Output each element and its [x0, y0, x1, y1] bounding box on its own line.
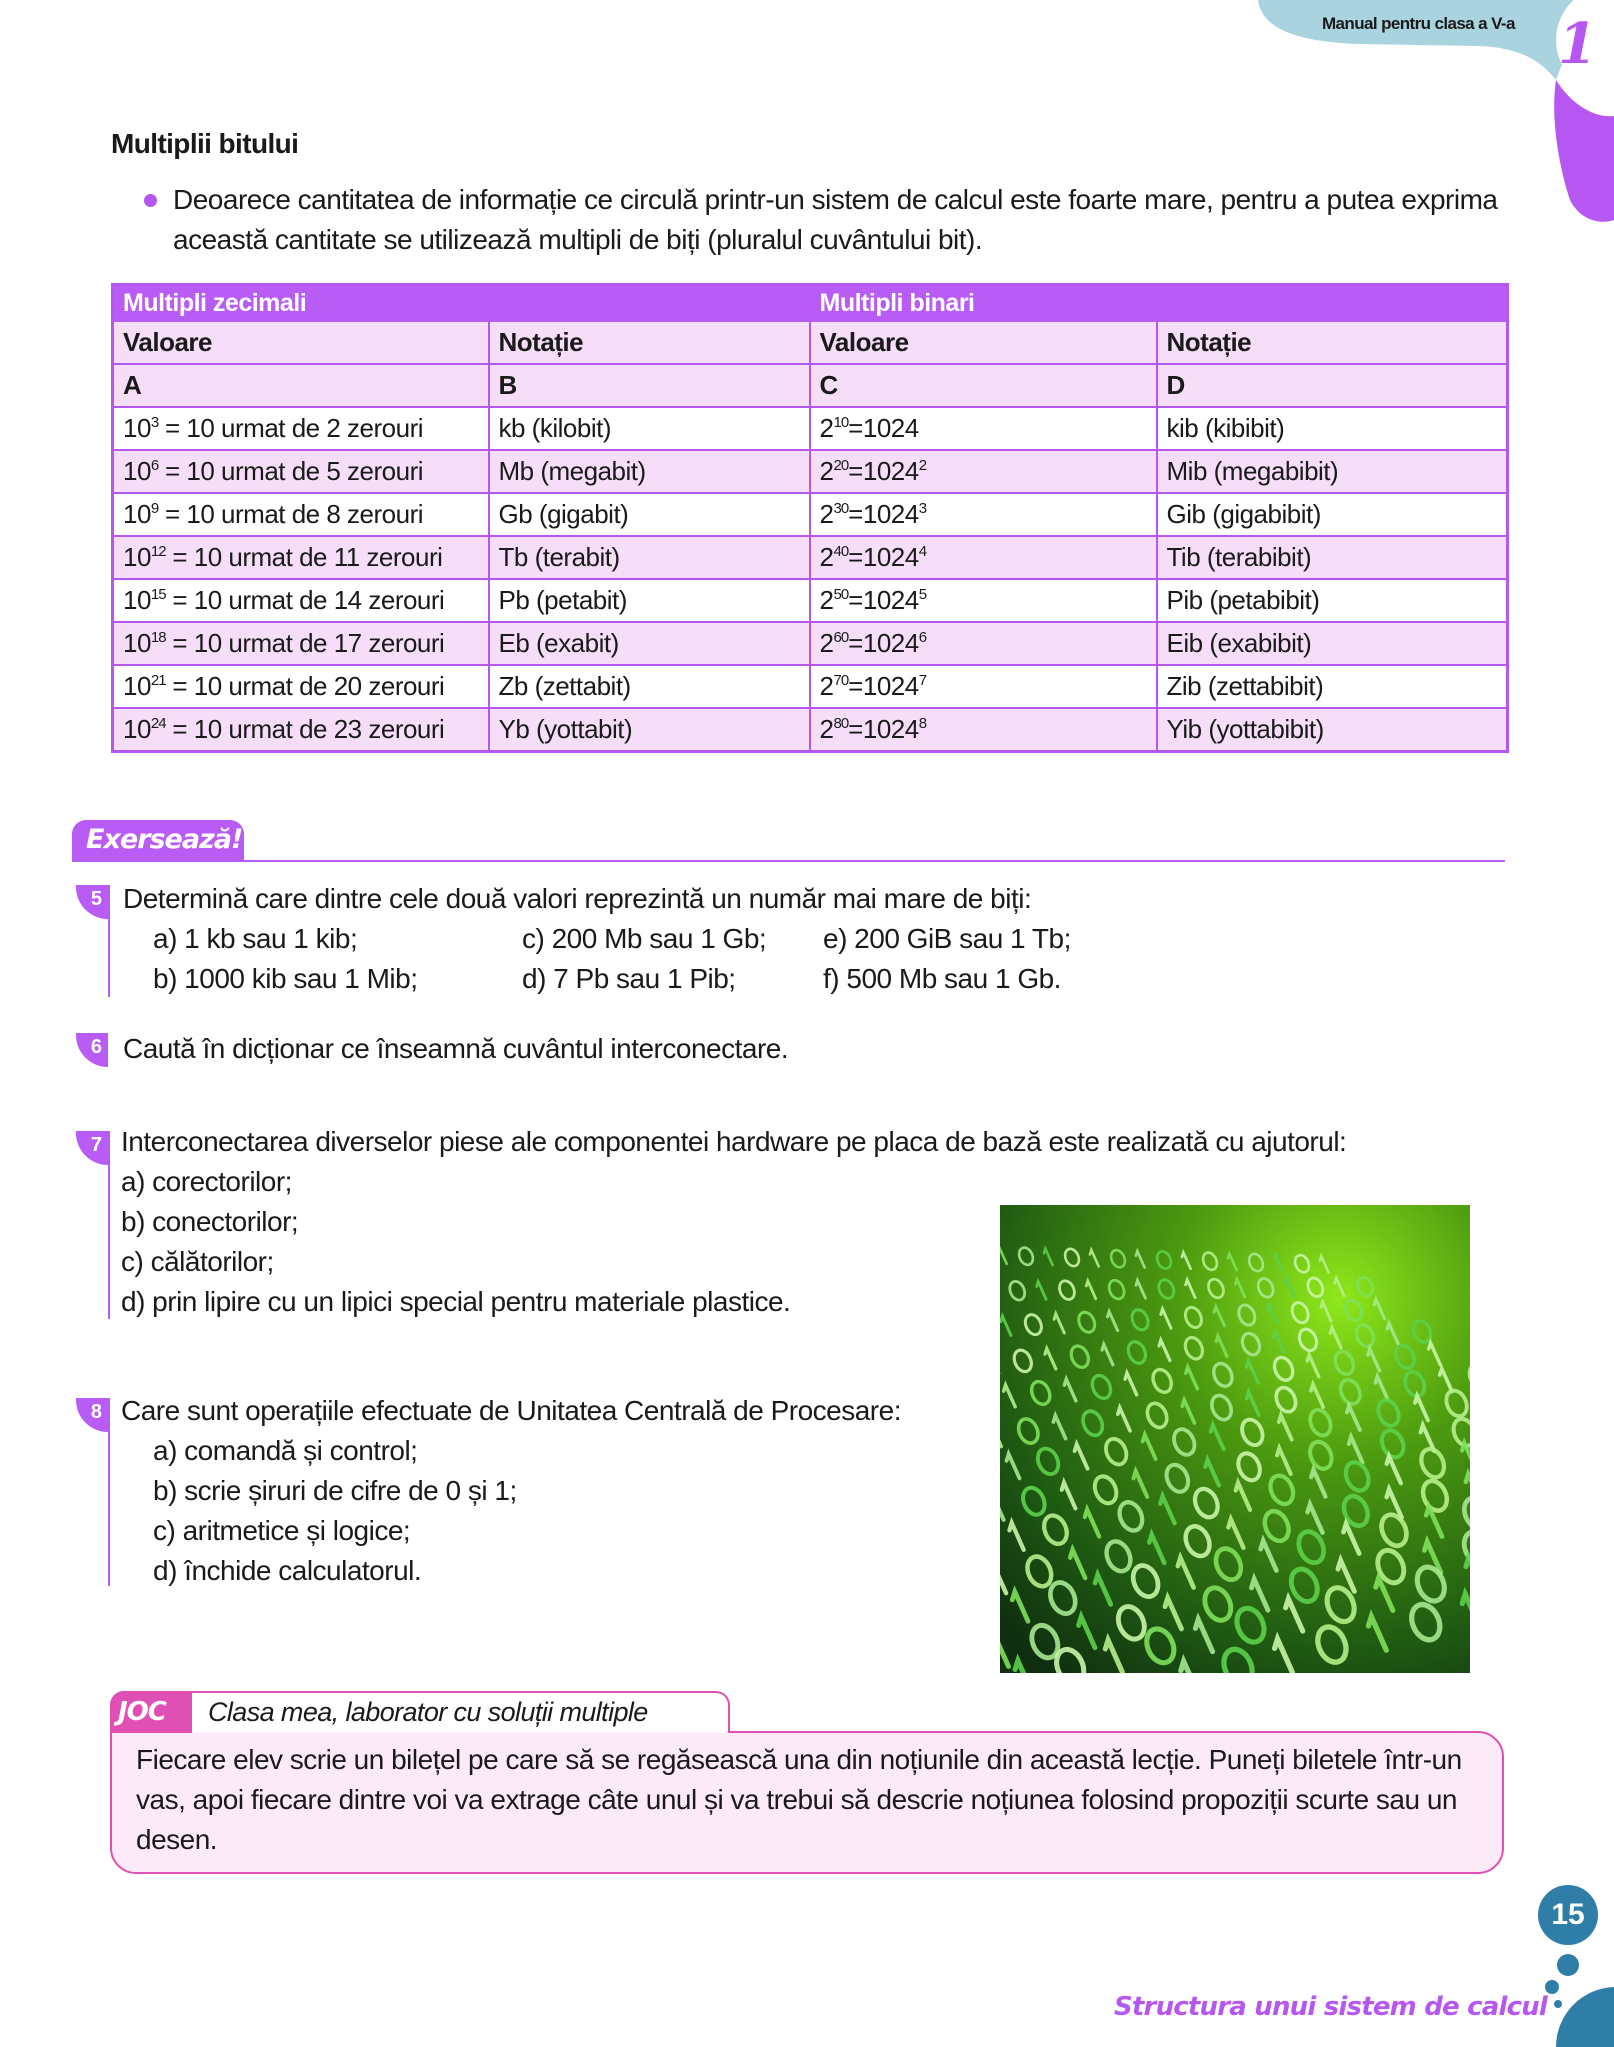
exercise-option: c) călătorilor;	[121, 1246, 274, 1277]
binary-notation: kib (kibibit)	[1157, 407, 1508, 450]
game-title: Clasa mea, laborator cu soluții multiple	[208, 1697, 648, 1727]
decimal-notation: Mb (megabit)	[489, 450, 810, 493]
exercise-option: c) aritmetice și logice;	[153, 1515, 411, 1546]
decimal-description: = 10 urmat de 23 zerouri	[165, 714, 445, 744]
table-row	[113, 407, 1508, 450]
column-header: Valoare	[113, 321, 489, 364]
exercise-number-badge: 6	[76, 1033, 108, 1067]
binary-notation: Yib (yottabibit)	[1157, 708, 1508, 752]
exercise-number-badge: 7	[76, 1131, 108, 1165]
binary-power: 8	[918, 715, 927, 732]
exercise-rule	[108, 1398, 110, 1586]
exercise-option: d) închide calculatorul.	[153, 1555, 422, 1586]
exercise-number-badge: 5	[76, 885, 108, 919]
column-letter: D	[1157, 364, 1508, 407]
binary-equals: =1024	[848, 585, 919, 615]
exercise-question: Care sunt operațiile efectuate de Unitatea Centrală de Procesare:	[121, 1395, 901, 1426]
binary-value	[810, 493, 1157, 536]
binary-base: 2	[819, 671, 834, 701]
binary-equals: =1024	[848, 499, 919, 529]
binary-exponent: 30	[833, 500, 849, 517]
exercise-question: Interconectarea diverselor piese ale componentei hardware pe placa de bază este realizată cu ajutorul:	[121, 1126, 1347, 1157]
group-header-binary: Multipli binari	[810, 285, 1508, 322]
table-row	[113, 450, 1508, 493]
bit-multiples-table	[111, 283, 1509, 753]
decimal-base: 10	[123, 456, 151, 486]
binary-power: 6	[918, 629, 927, 646]
decimal-notation: Eb (exabit)	[489, 622, 810, 665]
binary-equals: =1024	[848, 628, 919, 658]
binary-equals: =1024	[848, 456, 919, 486]
column-header: Notație	[1157, 321, 1508, 364]
decimal-description: = 10 urmat de 20 zerouri	[165, 671, 445, 701]
binary-value	[810, 536, 1157, 579]
decimal-exponent: 21	[150, 672, 166, 689]
binary-code-image	[1000, 1205, 1470, 1673]
decimal-base: 10	[123, 413, 151, 443]
binary-value	[810, 622, 1157, 665]
column-letter: C	[810, 364, 1157, 407]
binary-equals: =1024	[848, 413, 919, 443]
binary-power: 2	[918, 457, 927, 474]
bullet-icon	[144, 194, 157, 207]
decimal-notation: Tb (terabit)	[489, 536, 810, 579]
binary-exponent: 40	[833, 543, 849, 560]
decimal-value	[113, 493, 489, 536]
binary-notation: Gib (gigabibit)	[1157, 493, 1508, 536]
decimal-description: = 10 urmat de 11 zerouri	[165, 542, 443, 572]
decimal-notation: Gb (gigabit)	[489, 493, 810, 536]
decimal-description: = 10 urmat de 2 zerouri	[158, 413, 424, 443]
bullet-paragraph: Deoarece cantitatea de informație ce circulă printr-un sistem de calcul este foarte mare, pentru a putea exprima această cantitate se utilizează multipli de biți (pluralul cuvântului bit).	[173, 184, 1498, 255]
binary-notation: Tib (terabibit)	[1157, 536, 1508, 579]
binary-base: 2	[819, 456, 834, 486]
manual-title: Manual pentru clasa a V-a	[1322, 14, 1515, 33]
exercise-option: d) prin lipire cu un lipici special pentru materiale plastice.	[121, 1286, 791, 1317]
decimal-exponent: 15	[150, 586, 166, 603]
exercise-option: a) corectorilor;	[121, 1166, 292, 1197]
binary-power: 7	[918, 672, 927, 689]
decimal-value	[113, 536, 489, 579]
decimal-base: 10	[123, 714, 151, 744]
game-body: Fiecare elev scrie un bilețel pe care să se regăsească una din noțiunile din această lecție. Puneți biletele într-un vas, apoi fiecare dintre voi va extrage câte unul și va trebui să descrie noțiunea folosind propoziții scurte sau un desen.	[136, 1744, 1462, 1855]
decimal-notation: kb (kilobit)	[489, 407, 810, 450]
game-label: JOC	[118, 1697, 166, 1727]
decimal-base: 10	[123, 671, 151, 701]
binary-value	[810, 579, 1157, 622]
table-row	[113, 493, 1508, 536]
exercise-option: b) 1000 kib sau 1 Mib;	[153, 963, 418, 994]
table-letter-row	[113, 364, 1508, 407]
exercise-option: b) conectorilor;	[121, 1206, 299, 1237]
binary-notation: Zib (zettabibit)	[1157, 665, 1508, 708]
exercise-question: Caută în dicționar ce înseamnă cuvântul interconectare.	[123, 1033, 789, 1064]
binary-base: 2	[819, 714, 834, 744]
table-row	[113, 708, 1508, 752]
decimal-value	[113, 622, 489, 665]
decimal-exponent: 24	[150, 715, 166, 732]
practice-divider	[72, 860, 1505, 862]
column-letter: A	[113, 364, 489, 407]
column-header: Valoare	[810, 321, 1157, 364]
binary-equals: =1024	[848, 542, 919, 572]
binary-base: 2	[819, 542, 834, 572]
decimal-notation: Pb (petabit)	[489, 579, 810, 622]
binary-exponent: 10	[833, 414, 849, 431]
binary-exponent: 80	[833, 715, 849, 732]
decimal-exponent: 3	[150, 414, 159, 431]
group-header-decimal: Multipli zecimali	[113, 285, 810, 322]
exercise-option: d) 7 Pb sau 1 Pib;	[522, 963, 736, 994]
binary-notation: Eib (exabibit)	[1157, 622, 1508, 665]
binary-base: 2	[819, 413, 834, 443]
binary-notation: Mib (megabibit)	[1157, 450, 1508, 493]
column-letter: B	[489, 364, 810, 407]
decimal-value	[113, 407, 489, 450]
corner-decoration	[1494, 1927, 1614, 2047]
decimal-description: = 10 urmat de 8 zerouri	[158, 499, 424, 529]
binary-code-illustration-icon	[1000, 1205, 1470, 1673]
binary-power: 5	[918, 586, 927, 603]
decimal-value	[113, 708, 489, 752]
binary-equals: =1024	[848, 671, 919, 701]
decimal-base: 10	[123, 499, 151, 529]
binary-base: 2	[819, 499, 834, 529]
binary-exponent: 70	[833, 672, 849, 689]
decimal-notation: Yb (yottabit)	[489, 708, 810, 752]
table-row	[113, 579, 1508, 622]
binary-exponent: 50	[833, 586, 849, 603]
binary-value	[810, 407, 1157, 450]
exercise-question: Determină care dintre cele două valori reprezintă un număr mai mare de biți:	[123, 883, 1032, 914]
binary-notation: Pib (petabibit)	[1157, 579, 1508, 622]
binary-equals: =1024	[848, 714, 919, 744]
binary-power: 4	[918, 543, 927, 560]
table-row	[113, 665, 1508, 708]
decimal-exponent: 18	[150, 629, 166, 646]
exercise-rule	[108, 1131, 110, 1319]
decimal-base: 10	[123, 585, 151, 615]
decimal-notation: Zb (zettabit)	[489, 665, 810, 708]
decimal-exponent: 6	[150, 457, 159, 474]
binary-base: 2	[819, 585, 834, 615]
exercise-number-badge: 8	[76, 1398, 108, 1432]
binary-power: 3	[918, 500, 927, 517]
binary-base: 2	[819, 628, 834, 658]
decimal-base: 10	[123, 628, 151, 658]
decimal-exponent: 9	[150, 500, 159, 517]
exercise-option: a) 1 kb sau 1 kib;	[153, 923, 358, 954]
exercise-option: c) 200 Mb sau 1 Gb;	[522, 923, 767, 954]
exercise-rule	[108, 885, 110, 997]
exercise-option: e) 200 GiB sau 1 Tb;	[823, 923, 1071, 954]
exercise-option: b) scrie șiruri de cifre de 0 și 1;	[153, 1475, 517, 1506]
decimal-value	[113, 579, 489, 622]
table-row	[113, 536, 1508, 579]
decimal-value	[113, 665, 489, 708]
page-number: 15	[1538, 1885, 1598, 1945]
binary-value	[810, 665, 1157, 708]
exercise-option: a) comandă și control;	[153, 1435, 418, 1466]
decimal-base: 10	[123, 542, 151, 572]
binary-exponent: 20	[833, 457, 849, 474]
decimal-value	[113, 450, 489, 493]
decimal-description: = 10 urmat de 5 zerouri	[158, 456, 424, 486]
chapter-number: 1	[1558, 11, 1597, 77]
binary-value	[810, 708, 1157, 752]
practice-tab-label: Exersează!	[86, 824, 243, 855]
footer-chapter-title: Structura unui sistem de calcul	[1114, 1992, 1548, 2022]
table-group-header-row	[113, 285, 1508, 322]
binary-value	[810, 450, 1157, 493]
binary-exponent: 60	[833, 629, 849, 646]
decimal-description: = 10 urmat de 17 zerouri	[165, 628, 445, 658]
decimal-description: = 10 urmat de 14 zerouri	[165, 585, 445, 615]
decimal-exponent: 12	[150, 543, 166, 560]
table-row	[113, 622, 1508, 665]
table-body	[113, 407, 1508, 752]
exercise-option: f) 500 Mb sau 1 Gb.	[823, 963, 1061, 994]
section-title: Multiplii bitului	[111, 128, 299, 159]
column-header: Notație	[489, 321, 810, 364]
table-column-header-row	[113, 321, 1508, 364]
